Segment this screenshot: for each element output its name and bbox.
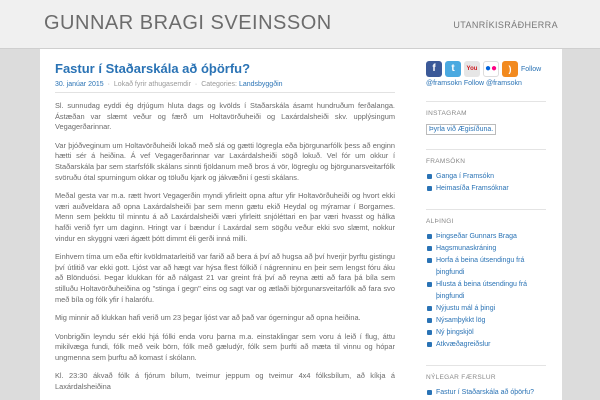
twitter-icon[interactable]: t bbox=[445, 61, 461, 77]
framsokn-widget-title: FRAMSÓKN bbox=[426, 149, 546, 165]
post-title[interactable]: Fastur í Staðarskála að óþörfu? bbox=[55, 61, 251, 76]
social-icons bbox=[426, 61, 546, 77]
post-paragraph: Kl. 23:30 ákvað fólk á fjórum bílum, tveimur jeppum og tveimur 4x4 fólksbílum, að kíkja á Laxárdalsheiðina bbox=[55, 371, 395, 392]
meta-separator: · bbox=[107, 81, 110, 88]
post-meta bbox=[55, 81, 395, 93]
althingi-widget-title: ALÞINGI bbox=[426, 209, 546, 225]
instagram-widget-title: INSTAGRAM bbox=[426, 101, 546, 117]
post-paragraph: Vonbrigðin leyndu sér ekki hjá fólki enda voru þarna m.a. einstaklingar sem voru á leið í flug, áttu mikilvæga fundi, fólk með veik börn, fólk með gæludýr, fólk sem þurfti að mæta til vinnu og hópar ungmenna sem þurftu að komast í skólann. bbox=[55, 331, 395, 362]
framsokn-link[interactable]: Heimasíða Framsóknar bbox=[426, 183, 546, 195]
althingi-link[interactable]: Atkvæðagreiðslur bbox=[426, 339, 546, 351]
facebook-icon[interactable]: f bbox=[426, 61, 442, 77]
post-date[interactable]: 30. janúar 2015 bbox=[55, 81, 104, 88]
framsokn-link[interactable]: Ganga í Framsókn bbox=[426, 171, 546, 183]
meta-separator: · bbox=[194, 81, 198, 88]
categories-label: Categories: bbox=[201, 81, 237, 88]
post-paragraph: Var þjóðveginum um Holtavörðuheiði lokað með slá og gætti lögregla eða björgunarfólk þess að enginn hætti sér á heiðina. Á vef Vegagerðarinnar var Laxárdalsheiði sögð lokuð. Vel fór um okkur í Staðarskála þar sem starfsfólk skálans sinnti fjöldanum með bros á vör, lögreglu og björgunarsveitarfólk svöruðu ótal spurningum okkar og töluðu kjark og jákvæðni í gesti skálans. bbox=[55, 140, 395, 182]
youtube-icon[interactable]: You bbox=[464, 61, 480, 77]
althingi-link[interactable]: Hagsmunaskráning bbox=[426, 243, 546, 255]
sidebar bbox=[426, 61, 546, 399]
site-title[interactable]: GUNNAR BRAGI SVEINSSON bbox=[44, 12, 332, 34]
site-header bbox=[0, 0, 600, 49]
framsokn-links bbox=[426, 171, 546, 195]
althingi-link[interactable]: Nýjustu mál á þingi bbox=[426, 303, 546, 315]
post-paragraph: Meðal gesta var m.a. rætt hvort Vegagerðin myndi yfirleitt opna aftur yfir Holtavörðuheiði og hvort ekki væri auðveldara að opna Laxárdalsheiði þar sem menn gætu ekið Heydal og mýrarnar í Borgarnes. Menn sem þekktu til minntu á að Laxárdalsheiði væri yfirleitt snjóléttari en þar væri hvasst og hálka hafði verið fyrr um daginn. Hringt var í bændur í Laxárdal sem sögðu veður ekki svo slæmt, nokkur vindur en skyggni væri ágætt þótt dimmt éli gerði inná milli. bbox=[55, 191, 395, 243]
twitter-follow-line[interactable]: @framsokn Follow @framsokn bbox=[426, 80, 522, 87]
althingi-link[interactable]: Hlusta á beina útsendingu frá þingfundi bbox=[426, 279, 546, 303]
site-tagline: UTANRÍKISRÁÐHERRA bbox=[453, 20, 558, 30]
althingi-links bbox=[426, 231, 546, 351]
althingi-link[interactable]: Nýsamþykkt lög bbox=[426, 315, 546, 327]
follow-link[interactable]: Follow bbox=[521, 65, 542, 73]
instagram-caption[interactable]: Þyrla við Ægisíðuna. bbox=[426, 124, 496, 135]
post-paragraph: Einhvern tíma um eða eftir kvöldmatarleitið var farið að bera á því að hugsa að því hverjir þyrftu gistingu því útlitið var ekki gott. Ljóst var að hægt var hýsa flest fólkið í nágrenninu en þeir sem lengst fóru áku að Blönduósi. Þegar klukkan fór að nálgast 21 var greint frá því að reyna ætti að fara þá bíla sem stilluðu Holtavörðuheiðina og "stinga í gegn" eins og sagt var og ætlaði björgunarsveitarfólk að fara svo með bíla og fólk yfir í halarófu. bbox=[55, 252, 395, 304]
post-paragraph: Sl. sunnudag eyddi ég drjúgum hluta dags og kvölds í Staðarskála ásamt hundruðum ferðalanga. Ástæðan var slæmt veður og færð um Holtavörðuheiði og Laxárdalsheiði skv. upplýsingum Vegagerðarinnar. bbox=[55, 101, 395, 132]
recent-posts-links bbox=[426, 387, 546, 399]
page-content bbox=[40, 49, 562, 400]
recent-post-link[interactable]: Fastur í Staðarskála að óþörfu? bbox=[426, 387, 546, 399]
althingi-link[interactable]: Horfa á beina útsendingu frá þingfundi bbox=[426, 255, 546, 279]
post-paragraph: Mig minnir að klukkan hafi verið um 23 þegar ljóst var að það var ógerningur að opna heiðina. bbox=[55, 313, 361, 323]
rss-icon[interactable]: ) bbox=[502, 61, 518, 77]
post-body bbox=[55, 101, 395, 393]
main-column bbox=[55, 61, 395, 400]
comments-status: Lokað fyrir athugasemdir bbox=[113, 81, 191, 88]
flickr-icon[interactable]: ●● bbox=[483, 61, 499, 77]
althingi-link[interactable]: Ný þingskjöl bbox=[426, 327, 546, 339]
althingi-link[interactable]: Þingseðar Gunnars Braga bbox=[426, 231, 546, 243]
category-link[interactable]: Landsbyggðin bbox=[238, 81, 283, 88]
recent-posts-widget-title: NÝLEGAR FÆRSLUR bbox=[426, 365, 546, 381]
